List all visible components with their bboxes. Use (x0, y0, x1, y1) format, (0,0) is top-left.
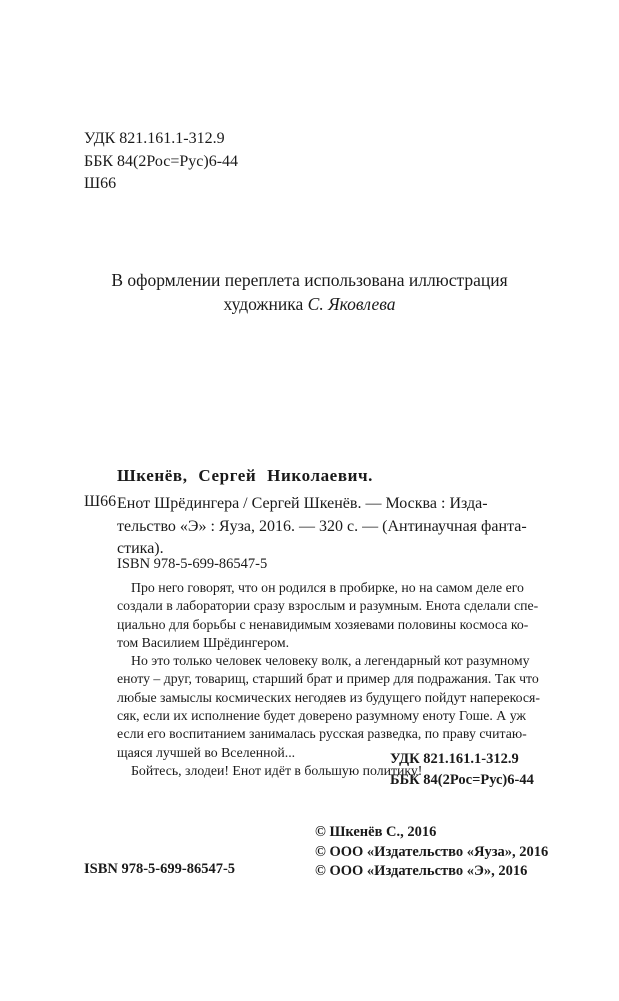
copyright-line: © Шкенёв С., 2016 (315, 824, 437, 840)
udk-code: УДК 821.161.1-312.9 (84, 130, 225, 147)
classification-codes-bottom (390, 749, 534, 791)
annotation-paragraph (117, 652, 540, 762)
classification-codes-top (84, 128, 238, 196)
illustration-credit-line1: В оформлении переплета использована иллюстрация (111, 270, 508, 290)
copyright-block (315, 823, 548, 882)
bbk-code: ББК 84(2Рос=Рус)6-44 (84, 152, 239, 170)
annotation-paragraph (117, 579, 537, 652)
copyright-line: © ООО «Издательство «Э», 2016 (315, 863, 528, 879)
bibliographic-description (117, 493, 537, 561)
bibliographic-line: Енот Шрёдингера / Сергей Шкенёв. — Москва : Изда- (117, 495, 488, 512)
udk-code: УДК 821.161.1-312.9 (390, 751, 519, 767)
annotation-line: сяк, если их исполнение будет доверено разумному еноту Гоше. А уж (117, 708, 526, 724)
annotation-line: Бойтесь, злодеи! Енот идёт в большую политику! (131, 762, 423, 778)
annotation-line: щаяся лучшей во Вселенной... (117, 744, 296, 760)
illustration-credit (0, 268, 619, 316)
annotation-line: еноту – друг, товарищ, старший брат и пример для подражания. Так что (117, 671, 539, 687)
annotation-line: циально для борьбы с ненавидимым хозяевами половины космоса ко- (117, 616, 529, 632)
isbn-bottom: ISBN 978-5-699-86547-5 (84, 861, 236, 877)
annotation-line: том Василием Шрёдингером. (117, 634, 290, 650)
annotation-line: если его воспитанием занималась русская разведка, по праву считаю- (117, 726, 527, 742)
illustration-credit-line2 (0, 292, 619, 316)
copyright-line: © ООО «Издательство «Яуза», 2016 (315, 843, 549, 860)
isbn-record: ISBN 978-5-699-86547-5 (117, 556, 268, 572)
author-heading: Шкенёв, Сергей Николаевич. (117, 466, 374, 485)
bibliographic-line: стика). (117, 540, 164, 557)
author-mark: Ш66 (84, 175, 117, 192)
illustration-credit-prefix: художника (223, 294, 308, 314)
bibliographic-line: тельство «Э» : Яуза, 2016. — 320 с. — (Антинаучная фанта- (117, 517, 527, 535)
bbk-code: ББК 84(2Рос=Рус)6-44 (390, 772, 534, 788)
annotation-line: Про него говорят, что он родился в пробирке, но на самом деле его (131, 580, 524, 595)
annotation-line: любые замыслы космических негодяев из будущего пойдут наперекося- (117, 689, 540, 705)
annotation-line: создали в лаборатории сразу взрослым и разумным. Енота сделали спе- (117, 598, 539, 614)
annotation-line: Но это только человек человеку волк, а легендарный кот разумному (131, 653, 530, 669)
artist-name: С. Яковлева (307, 294, 396, 314)
bibliographic-author-mark: Ш66 (84, 493, 117, 510)
